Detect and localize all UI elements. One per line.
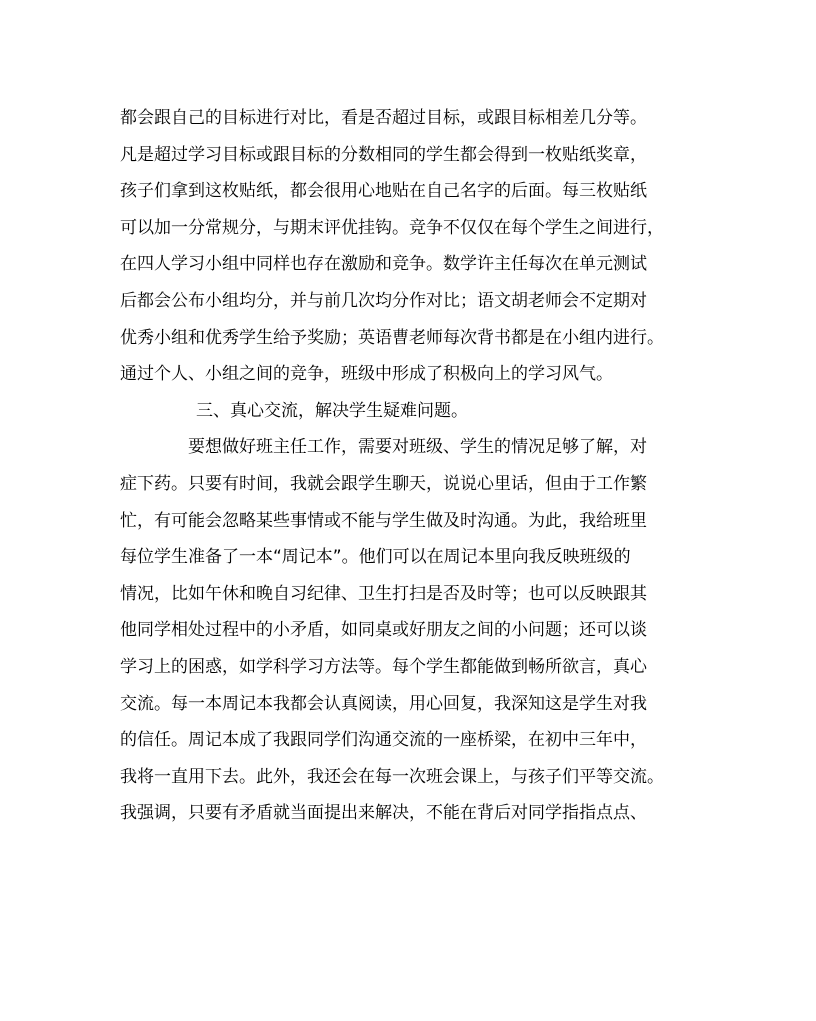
text-line: 我强调，只要有矛盾就当面提出来解决，不能在背后对同学指指点点、 (120, 803, 647, 824)
text-line: 都会跟自己的目标进行对比，看是否超过目标，或跟目标相差几分等。 (120, 108, 647, 128)
text-line: 每位学生准备了一本“周记本”。他们可以在周记本里向我反映班级的 (120, 547, 631, 568)
text-line: 凡是超过学习目标或跟目标的分数相同的学生都会得到一枚贴纸奖章， (120, 144, 647, 165)
text-line: 通过个人、小组之间的竞争，班级中形成了积极向上的学习风气。 (120, 364, 613, 385)
body-text (120, 100, 702, 832)
section-heading: 三、真心交流，解决学生疑难问题。 (196, 400, 468, 421)
text-line: 症下药。只要有时间，我就会跟学生聊天，说说心里话，但由于工作繁 (120, 473, 647, 494)
text-line: 在四人学习小组中同样也存在激励和竞争。数学许主任每次在单元测试 (120, 254, 647, 275)
text-line: 孩子们拿到这枚贴纸，都会很用心地贴在自己名字的后面。每三枚贴纸 (120, 181, 647, 202)
text-line: 优秀小组和优秀学生给予奖励；英语曹老师每次背书都是在小组内进行。 (120, 327, 664, 348)
text-line: 后都会公布小组均分，并与前几次均分作对比；语文胡老师会不定期对 (120, 290, 647, 311)
text-line: 可以加一分常规分，与期末评优挂钩。竞争不仅仅在每个学生之间进行， (120, 217, 664, 238)
paragraph-first-line: 要想做好班主任工作，需要对班级、学生的情况足够了解，对 (188, 437, 647, 458)
text-line: 的信任。周记本成了我跟同学们沟通交流的一座桥梁，在初中三年中， (120, 730, 647, 751)
text-line: 学习上的困惑，如学科学习方法等。每个学生都能做到畅所欲言，真心 (120, 656, 647, 677)
text-line: 他同学相处过程中的小矛盾，如同桌或好朋友之间的小问题；还可以谈 (120, 620, 647, 641)
text-line: 我将一直用下去。此外，我还会在每一次班会课上，与孩子们平等交流。 (120, 766, 664, 787)
text-line: 情况，比如午休和晚自习纪律、卫生打扫是否及时等；也可以反映跟其 (120, 583, 647, 604)
text-line: 忙，有可能会忽略某些事情或不能与学生做及时沟通。为此，我给班里 (120, 510, 647, 531)
text-line: 交流。每一本周记本我都会认真阅读，用心回复，我深知这是学生对我 (120, 693, 647, 714)
